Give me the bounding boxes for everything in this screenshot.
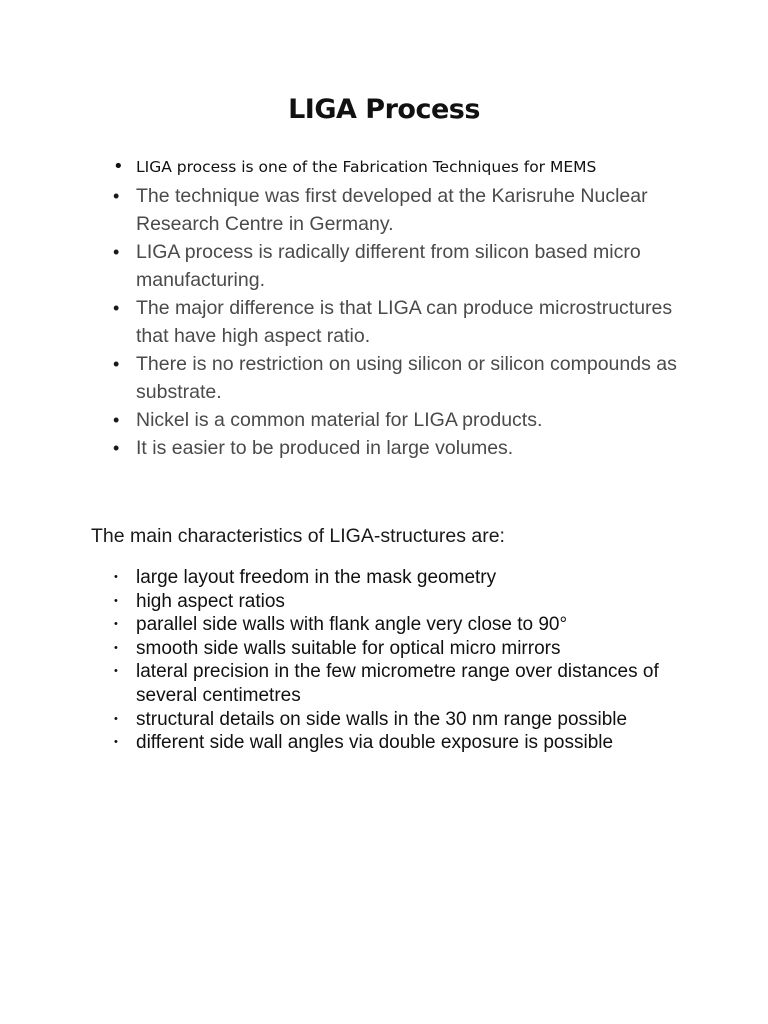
- characteristics-list: [110, 566, 710, 755]
- bullet-icon: •: [113, 242, 120, 262]
- list-item: [110, 182, 690, 238]
- list-item-text: LIGA process is radically different from silicon based micro manufacturing.: [136, 241, 641, 291]
- list-item: [110, 154, 690, 182]
- bullet-icon: •: [114, 712, 118, 725]
- bullet-icon: •: [113, 186, 120, 206]
- list-item-text: high aspect ratios: [136, 590, 285, 612]
- list-item-text: parallel side walls with flank angle very close to 90°: [136, 614, 568, 636]
- list-item: [110, 637, 710, 661]
- list-item-text: lateral precision in the few micrometre range over distances of several centimetres: [136, 661, 659, 706]
- bullet-icon: •: [114, 618, 118, 631]
- list-item-text: It is easier to be produced in large volumes.: [136, 437, 514, 459]
- bullet-icon: •: [114, 641, 118, 654]
- characteristics-heading: The main characteristics of LIGA-structures are:: [91, 525, 505, 547]
- list-item-text: structural details on side walls in the 30 nm range possible: [136, 708, 628, 730]
- list-item-text: smooth side walls suitable for optical micro mirrors: [136, 637, 561, 659]
- liga-facts-list: [110, 154, 690, 462]
- list-item-text: different side wall angles via double exposure is possible: [136, 732, 614, 754]
- list-item: [110, 566, 710, 590]
- list-item: [110, 294, 690, 350]
- list-item: [110, 406, 690, 434]
- list-item-text: The technique was first developed at the Karisruhe Nuclear Research Centre in Germany.: [136, 185, 648, 235]
- page-title: LIGA Process: [288, 94, 480, 125]
- list-item-text: There is no restriction on using silicon or silicon compounds as substrate.: [136, 353, 677, 403]
- bullet-icon: •: [113, 298, 120, 318]
- bullet-icon: •: [113, 410, 120, 430]
- bullet-icon: •: [114, 594, 118, 607]
- list-item: [110, 708, 710, 732]
- list-item: [110, 590, 710, 614]
- list-item-text: The major difference is that LIGA can produce microstructures that have high aspect ratio.: [136, 297, 673, 347]
- list-item-text: large layout freedom in the mask geometry: [136, 567, 497, 588]
- list-item: [110, 660, 710, 707]
- bullet-icon: •: [114, 571, 118, 583]
- list-item: [110, 350, 690, 406]
- bullet-icon: •: [114, 736, 118, 749]
- list-item-text: Nickel is a common material for LIGA products.: [136, 409, 543, 431]
- list-item: [110, 238, 690, 294]
- bullet-icon: •: [114, 665, 118, 678]
- list-item: [110, 731, 710, 755]
- list-item: [110, 434, 690, 462]
- bullet-icon: •: [113, 156, 124, 177]
- bullet-icon: •: [113, 438, 120, 458]
- bullet-icon: •: [113, 354, 120, 374]
- list-item: [110, 613, 710, 637]
- list-item-text: LIGA process is one of the Fabrication Techniques for MEMS: [136, 158, 597, 176]
